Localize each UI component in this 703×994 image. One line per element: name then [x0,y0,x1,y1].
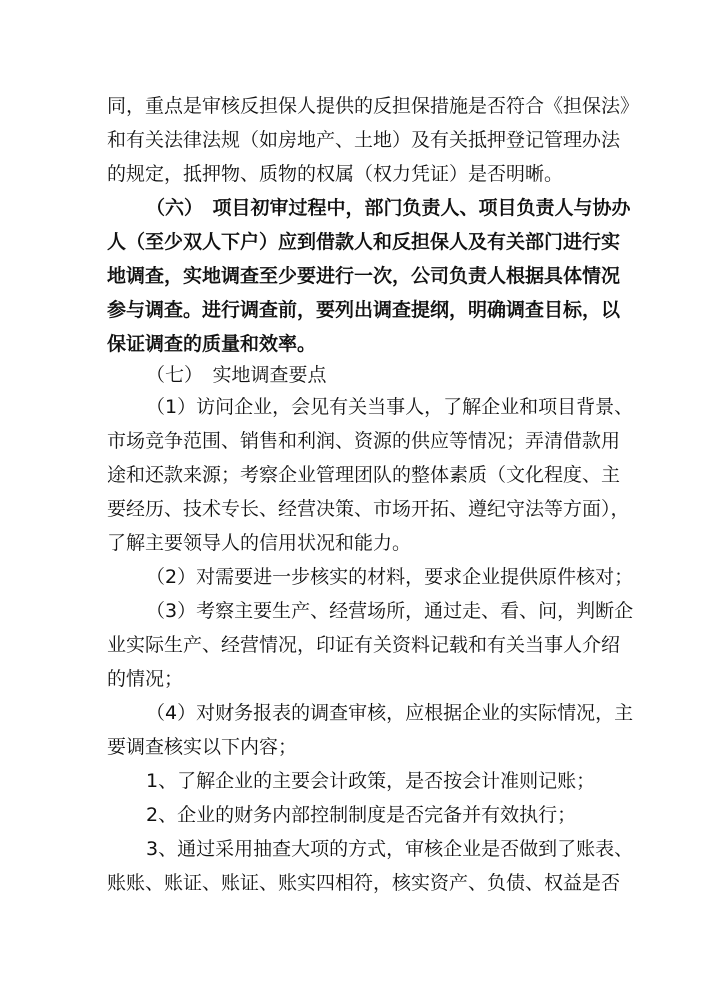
section-7-heading: （七） 实地调查要点 [146,364,327,386]
item-3-line: （3）考察主要生产、经营场所，通过走、看、问，判断企 [146,600,634,622]
paragraph-line: 和有关法律法规（如房地产、土地）及有关抵押登记管理办法 [107,129,621,151]
item-1-line: 市场竞争范围、销售和利润、资源的供应等情况；弄清借款用 [107,430,621,452]
item-1-line: 了解主要领导人的信用状况和能力。 [107,532,412,554]
item-2-line: （2）对需要进一步核实的材料，要求企业提供原件核对； [146,566,634,588]
item-1-line: 要经历、技术专长、经营决策、市场开拓、遵纪守法等方面）， [107,498,630,520]
section-6-line: 地调查，实地调查至少要进行一次，公司负责人根据具体情况 [107,265,621,287]
section-6-line: 人（至少双人下户）应到借款人和反担保人及有关部门进行实 [107,231,621,253]
subitem-3-line: 账账、账证、账证、账实四相符，核实资产、负债、权益是否 [107,872,621,894]
subitem-2-line: 2、企业的财务内部控制制度是否完备并有效执行； [146,804,577,826]
item-1-line: （1）访问企业，会见有关当事人，了解企业和项目背景、 [146,396,634,418]
item-3-line: 的情况； [107,668,184,690]
item-1-line: 途和还款来源；考察企业管理团队的整体素质（文化程度、主 [107,464,621,486]
subitem-1-line: 1、了解企业的主要会计政策，是否按会计准则记账； [146,770,596,792]
paragraph-line: 的规定，抵押物、质物的权属（权力凭证）是否明晰。 [107,163,564,185]
section-6-line: 保证调查的质量和效率。 [107,333,317,355]
subitem-3-line: 3、通过采用抽查大项的方式，审核企业是否做到了账表、 [146,838,634,860]
item-4-line: （4）对财务报表的调查审核，应根据企业的实际情况，主 [146,702,634,724]
paragraph-line: 同，重点是审核反担保人提供的反担保措施是否符合《担保法》 [107,95,640,117]
section-6-line: 参与调查。进行调查前，要列出调查提纲，明确调查目标，以 [107,299,621,321]
item-4-line: 要调查核实以下内容； [107,736,298,758]
section-6-heading-line: （六） 项目初审过程中，部门负责人、项目负责人与协办 [146,197,631,219]
item-3-line: 业实际生产、经营情况，印证有关资料记载和有关当事人介绍 [107,634,621,656]
